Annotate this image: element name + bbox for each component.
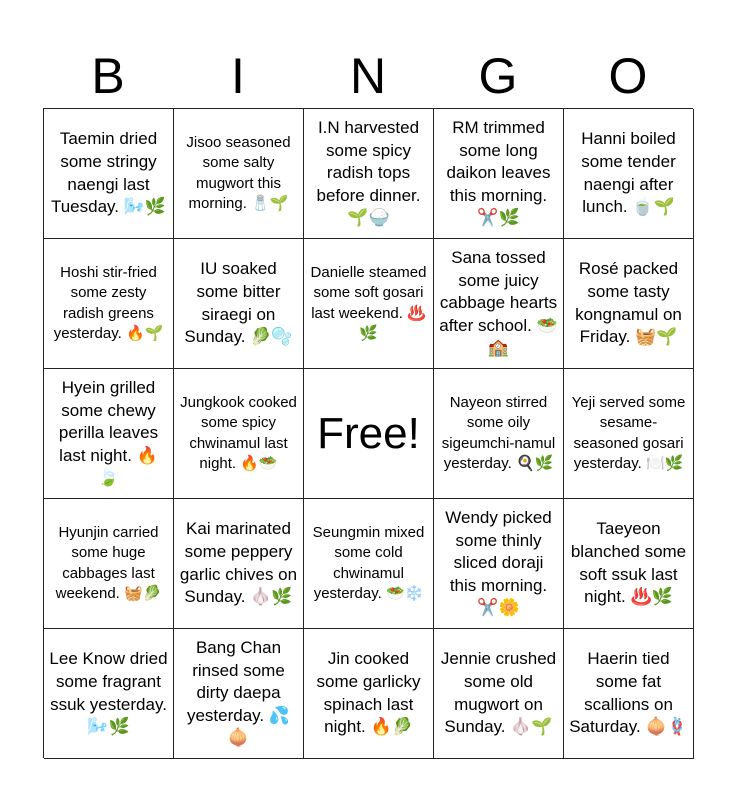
bingo-cell[interactable] <box>44 629 174 759</box>
header-letter-n: N <box>349 48 387 104</box>
bingo-cell[interactable] <box>44 239 174 369</box>
cell-text: Wendy picked some thinly sliced doraji this morning. ✂️🌼 <box>445 507 552 618</box>
bingo-grid <box>43 108 693 758</box>
bingo-cell[interactable] <box>174 369 304 499</box>
bingo-cell[interactable] <box>44 369 174 499</box>
cell-text: Lee Know dried some fragrant ssuk yesterday. 🌬️🌿 <box>49 649 168 737</box>
bingo-cell[interactable] <box>44 499 174 629</box>
bingo-cell[interactable] <box>434 109 564 239</box>
bingo-cell[interactable] <box>174 239 304 369</box>
bingo-cell[interactable] <box>434 239 564 369</box>
free-space-cell[interactable] <box>304 369 434 499</box>
bingo-cell[interactable] <box>174 499 304 629</box>
cell-text: Sana tossed some juicy cabbage hearts after school. 🥗🏫 <box>439 247 558 358</box>
cell-text: Haerin tied some fat scallions on Saturday. 🧅🪢 <box>569 649 688 737</box>
cell-text: Danielle steamed some soft gosari last weekend. ♨️🌿 <box>310 263 427 342</box>
bingo-cell[interactable] <box>564 629 694 759</box>
cell-text: Hyein grilled some chewy perilla leaves last night. 🔥🍃 <box>58 377 159 488</box>
cell-text: Taeyeon blanched some soft ssuk last night. ♨️🌿 <box>570 519 687 607</box>
bingo-cell[interactable] <box>434 499 564 629</box>
free-space-label: Free! <box>317 408 420 458</box>
bingo-cell[interactable] <box>564 499 694 629</box>
cell-text: Yeji served some sesame-seasoned gosari yesterday. 🍽️🌿 <box>571 393 686 472</box>
cell-text: RM trimmed some long daikon leaves this morning. ✂️🌿 <box>446 117 551 228</box>
cell-text: Jungkook cooked some spicy chwinamul last night. 🔥🥗 <box>180 393 297 472</box>
cell-text: Jennie crushed some old mugwort on Sunday. 🧄🌱 <box>440 649 557 737</box>
cell-text: IU soaked some bitter siraegi on Sunday. 🥬🫧 <box>184 259 293 347</box>
cell-text: Taemin dried some stringy naengi last Tuesday. 🌬️🌿 <box>50 129 167 217</box>
bingo-cell[interactable] <box>44 109 174 239</box>
cell-text: Hanni boiled some tender naengi after lunch. 🍵🌱 <box>581 129 676 217</box>
cell-text: Kai marinated some peppery garlic chives on Sunday. 🧄🌿 <box>179 519 298 607</box>
cell-text: Seungmin mixed some cold chwinamul yesterday. 🥗❄️ <box>312 523 425 602</box>
bingo-cell[interactable] <box>564 109 694 239</box>
bingo-cell[interactable] <box>304 239 434 369</box>
bingo-cell[interactable] <box>304 109 434 239</box>
cell-text: Hyunjin carried some huge cabbages last weekend. 🧺🥬 <box>55 523 162 602</box>
bingo-cell[interactable] <box>304 629 434 759</box>
bingo-cell[interactable] <box>304 499 434 629</box>
bingo-header <box>43 44 693 108</box>
bingo-cell[interactable] <box>434 629 564 759</box>
cell-text: Rosé packed some tasty kongnamul on Friday. 🧺🌱 <box>575 259 682 347</box>
bingo-cell[interactable] <box>434 369 564 499</box>
header-letter-b: B <box>91 48 125 104</box>
cell-text: Jisoo seasoned some salty mugwort this morning. 🧂🌱 <box>186 133 291 212</box>
cell-text: Nayeon stirred some oily sigeumchi-namul yesterday. 🍳🌿 <box>441 393 556 472</box>
cell-text: Bang Chan rinsed some dirty daepa yesterday. 💦🧅 <box>186 637 291 748</box>
header-letter-g: G <box>478 48 518 104</box>
bingo-cell[interactable] <box>564 369 694 499</box>
header-letter-i: I <box>231 48 245 104</box>
cell-text: I.N harvested some spicy radish tops before dinner. 🌱🍚 <box>316 117 421 228</box>
header-letter-o: O <box>608 48 648 104</box>
cell-text: Jin cooked some garlicky spinach last night. 🔥🥬 <box>316 649 421 737</box>
bingo-cell[interactable] <box>174 109 304 239</box>
bingo-cell[interactable] <box>174 629 304 759</box>
bingo-cell[interactable] <box>564 239 694 369</box>
cell-text: Hoshi stir-fried some zesty radish greens yesterday. 🔥🌱 <box>53 263 164 342</box>
